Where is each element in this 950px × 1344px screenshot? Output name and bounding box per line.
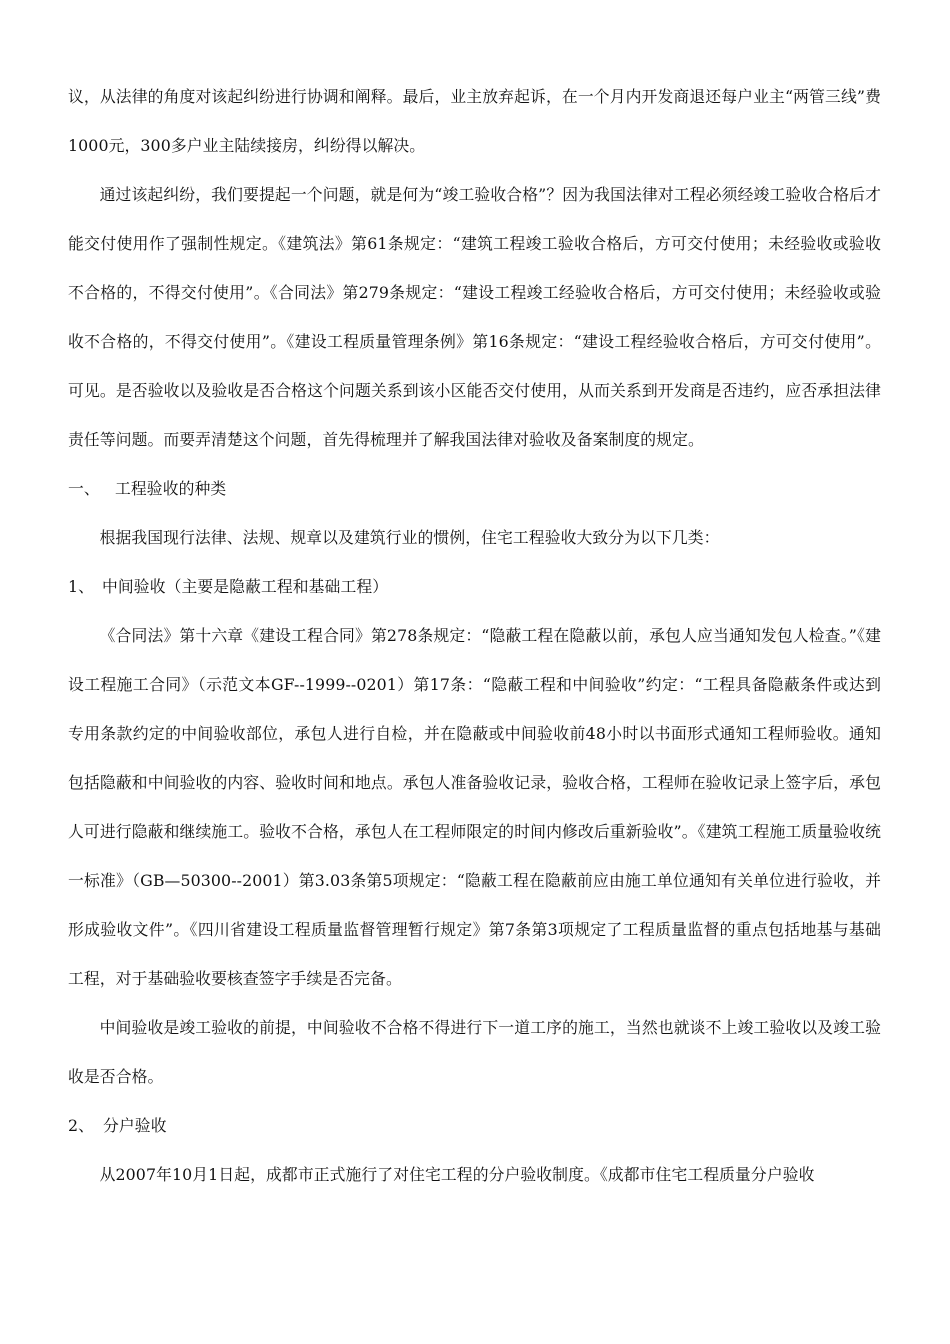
paragraph-question: 通过该起纠纷，我们要提起一个问题，就是何为“竣工验收合格”？因为我国法律对工程必须经竣工验收合格后才能交付使用作了强制性规定。《建筑法》第61条规定：“建筑工程竣工验收合格后，方可交付使用；未经验收或验收不合格的，不得交付使用”。《合同法》第279条规定：“建设工程竣工经验收合格后，方可交付使用；未经验收或验收不合格的，不得交付使用”。《建设工程质量管理条例》第16条规定：“建设工程经验收合格后，方可交付使用”。可见。是否验收以及验收是否合格这个问题关系到该小区能否交付使用，从而关系到开发商是否违约，应否承担法律责任等问题。而要弄清楚这个问题，首先得梳理并了解我国法律对验收及备案制度的规定。 <box>68 185 881 449</box>
subsection-heading-number: 1、 <box>68 577 95 596</box>
subsection-heading-2 <box>68 1101 881 1150</box>
paragraph-intermediate-premise: 中间验收是竣工验收的前提，中间验收不合格不得进行下一道工序的施工，当然也就谈不上竣工验收以及竣工验收是否合格。 <box>68 1018 881 1086</box>
paragraph-categories: 根据我国现行法律、法规、规章以及建筑行业的惯例，住宅工程验收大致分为以下几类： <box>99 528 720 547</box>
paragraph-household-acceptance: 从2007年10月1日起，成都市正式施行了对住宅工程的分户验收制度。《成都市住宅工程质量分户验收 <box>99 1165 815 1184</box>
subsection-heading-title: 中间验收（主要是隐蔽工程和基础工程） <box>102 577 389 596</box>
subsection-heading-1 <box>68 562 881 611</box>
section-heading-number: 一、 <box>68 479 100 498</box>
paragraph-continuation: 议，从法律的角度对该起纠纷进行协调和阐释。最后，业主放弃起诉，在一个月内开发商退还每户业主“两管三线”费1000元，300多户业主陆续接房，纠纷得以解决。 <box>68 87 881 155</box>
document-body <box>68 72 881 1199</box>
subsection-heading-title: 分户验收 <box>103 1116 167 1135</box>
section-heading-1 <box>68 464 881 513</box>
section-heading-title: 工程验收的种类 <box>115 479 227 498</box>
subsection-heading-number: 2、 <box>68 1116 95 1135</box>
paragraph-intermediate-acceptance: 《合同法》第十六章《建设工程合同》第278条规定：“隐蔽工程在隐蔽以前，承包人应当通知发包人检查。”《建设工程施工合同》（示范文本GF--1999--0201）第17条：“隐蔽工程和中间验收”约定：“工程具备隐蔽条件或达到专用条款约定的中间验收部位，承包人进行自检，并在隐蔽或中间验收前48小时以书面形式通知工程师验收。通知包括隐蔽和中间验收的内容、验收时间和地点。承包人准备验收记录，验收合格，工程师在验收记录上签字后，承包人可进行隐蔽和继续施工。验收不合格，承包人在工程师限定的时间内修改后重新验收”。《建筑工程施工质量验收统一标准》（GB—50300--2001）第3.03条第5项规定：“隐蔽工程在隐蔽前应由施工单位通知有关单位进行验收，并形成验收文件”。《四川省建设工程质量监督管理暂行规定》第7条第3项规定了工程质量监督的重点包括地基与基础工程，对于基础验收要核查签字手续是否完备。 <box>68 626 881 988</box>
